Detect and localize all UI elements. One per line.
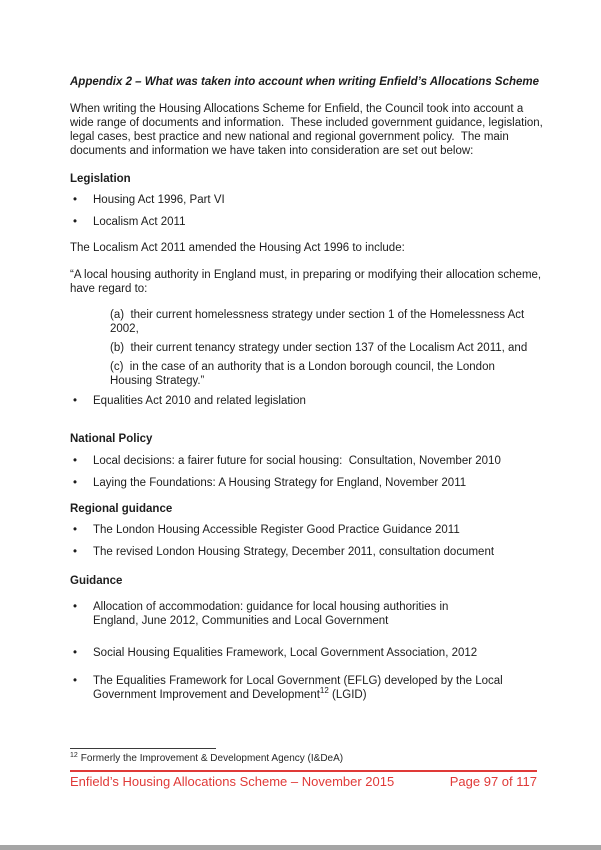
footer-document-title: Enfield’s Housing Allocations Scheme – November 2015 (70, 774, 395, 789)
document-title: Appendix 2 – What was taken into account when writing Enfield’s Allocations Scheme (70, 76, 540, 88)
footer-page-number: Page 97 of 117 (449, 774, 537, 789)
amendment-paragraph: The Localism Act 2011 amended the Housing Act 1996 to include: (70, 242, 405, 254)
bullet-text-post: (LGID) (328, 689, 367, 701)
quote-item-a: (a) their current homelessness strategy under section 1 of the Homelessness Act 2002, (110, 309, 528, 335)
bullet-item (70, 523, 545, 537)
footnote-reference: 12 (319, 686, 329, 696)
bullet-item (70, 476, 545, 490)
bullet-text: • Housing Act 1996, Part VI (93, 194, 225, 206)
bullet-item (70, 674, 545, 702)
footnote (70, 753, 537, 765)
bullet-text (93, 674, 523, 702)
bullet-item (70, 646, 545, 660)
bullet-item (70, 545, 545, 559)
bullet-text: • Laying the Foundations: A Housing Strategy for England, November 2011 (93, 477, 467, 489)
bullet-item (70, 193, 545, 207)
bullet-text: • Allocation of accommodation: guidance for local housing authorities in England, June 2012, Communities and Local Government (93, 601, 452, 627)
bullet-text: • The revised London Housing Strategy, December 2011, consultation document (93, 546, 495, 558)
bullet-item (70, 394, 545, 408)
quote-item-b: (b) their current tenancy strategy under section 137 of the Localism Act 2011, and (110, 342, 528, 354)
bullet-item (70, 600, 545, 628)
footnote-separator (70, 748, 216, 749)
heading-regional-guidance: Regional guidance (70, 503, 173, 515)
bullet-text: • Local decisions: a fairer future for social housing: Consultation, November 2010 (93, 455, 501, 467)
quote-item-c: (c) in the case of an authority that is a London borough council, the London Housing Strategy.” (110, 361, 499, 387)
page-bottom-edge (0, 845, 601, 850)
footnote-text: Formerly the Improvement & Development Agency (I&DeA) (80, 753, 344, 764)
heading-legislation: Legislation (70, 173, 131, 185)
intro-paragraph: When writing the Housing Allocations Scheme for Enfield, the Council took into account a wide range of documents and information. These included government guidance, legislation, legal cases, best practice and new national and regional government policy. The main documents and information we have taken into consideration are set out below: (70, 103, 547, 157)
bullet-item (70, 454, 545, 468)
bullet-text-pre: The Equalities Framework for Local Government (EFLG) developed by the Local Government Improvement and Development (93, 675, 506, 701)
heading-national-policy: National Policy (70, 433, 153, 445)
page-footer-area (70, 748, 537, 790)
page-footer (70, 772, 537, 790)
bullet-text: • Equalities Act 2010 and related legislation (93, 395, 306, 407)
bullet-text: • Social Housing Equalities Framework, Local Government Association, 2012 (93, 647, 478, 659)
bullet-item (70, 215, 545, 229)
footnote-marker: 12 (70, 751, 78, 759)
page-content (70, 75, 545, 710)
heading-guidance: Guidance (70, 575, 123, 587)
quote-intro-paragraph: “A local housing authority in England must, in preparing or modifying their allocation scheme, have regard to: (70, 269, 545, 295)
bullet-text: • The London Housing Accessible Register Good Practice Guidance 2011 (93, 524, 460, 536)
bullet-text: • Localism Act 2011 (93, 216, 186, 228)
